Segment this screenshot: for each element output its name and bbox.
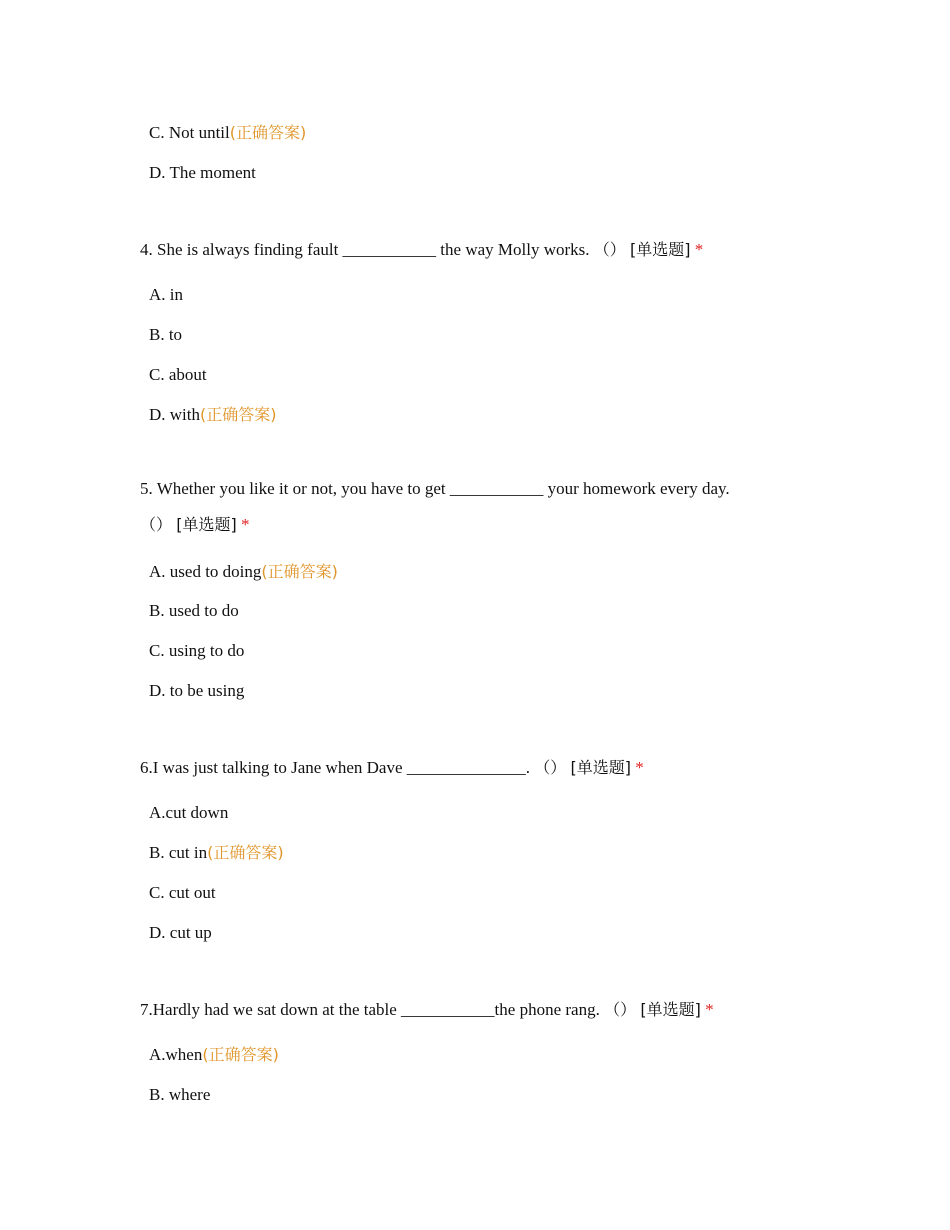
question-6 (140, 757, 644, 779)
correct-answer-marker: (正确答案) (200, 405, 277, 424)
option-text: C. Not until (149, 123, 230, 142)
question-text: 5. Whether you like it or not, you have to get ___________ your homework every day. (140, 479, 730, 498)
question-type: [单选题] (570, 758, 632, 777)
question-text: 4. She is always finding fault ___________ the way Molly works. (140, 240, 590, 259)
option-text: A.cut down (149, 803, 229, 822)
option-text: D. cut up (149, 923, 212, 942)
required-mark: * (705, 1000, 714, 1019)
option-text: B. used to do (149, 601, 239, 620)
option-text: D. The moment (149, 163, 256, 182)
required-mark: * (635, 758, 644, 777)
blank-parens: （） (140, 515, 173, 534)
blank-parens: （） (593, 240, 626, 259)
option-q3-c[interactable] (149, 122, 306, 144)
option-q4-b[interactable] (149, 324, 182, 346)
option-text: C. using to do (149, 641, 245, 660)
correct-answer-marker: (正确答案) (229, 123, 307, 142)
option-q3-d[interactable] (149, 162, 256, 184)
question-type: [单选题] (640, 1000, 701, 1019)
option-q5-d[interactable] (149, 680, 244, 702)
option-text: C. about (149, 365, 207, 384)
option-q6-a[interactable] (149, 802, 228, 824)
question-type: [单选题] (630, 240, 691, 259)
question-4 (140, 239, 703, 261)
question-5-suffix (140, 514, 250, 536)
question-text: 7.Hardly had we sat down at the table ___________the phone rang. (140, 1000, 600, 1019)
required-mark: * (694, 240, 704, 259)
option-text: B. cut in (149, 843, 208, 862)
correct-answer-marker: (正确答案) (207, 843, 284, 862)
question-type: [单选题] (176, 515, 237, 534)
option-q6-c[interactable] (149, 882, 216, 904)
question-5 (140, 478, 730, 500)
option-text: A. in (149, 285, 183, 304)
option-text: B. to (149, 325, 183, 344)
correct-answer-marker: (正确答案) (261, 562, 338, 581)
option-text: A. used to doing (149, 562, 262, 581)
option-text: D. to be using (149, 681, 245, 700)
question-7 (140, 999, 714, 1021)
option-text: C. cut out (149, 883, 216, 902)
option-text: D. with (149, 405, 200, 424)
required-mark: * (241, 515, 250, 534)
blank-parens: （） (534, 758, 567, 777)
option-q4-a[interactable] (149, 284, 183, 306)
option-q7-a[interactable] (149, 1044, 279, 1066)
option-q7-b[interactable] (149, 1084, 210, 1106)
option-q5-b[interactable] (149, 600, 239, 622)
option-q4-c[interactable] (149, 364, 207, 386)
blank-parens: （） (604, 1000, 637, 1019)
option-q5-c[interactable] (149, 640, 244, 662)
correct-answer-marker: (正确答案) (202, 1045, 279, 1064)
option-text: B. where (149, 1085, 211, 1104)
option-text: A.when (149, 1045, 203, 1064)
option-q6-b[interactable] (149, 842, 284, 864)
question-text: 6.I was just talking to Jane when Dave ______________. (140, 758, 530, 777)
option-q4-d[interactable] (149, 404, 277, 426)
option-q5-a[interactable] (149, 561, 338, 583)
option-q6-d[interactable] (149, 922, 212, 944)
